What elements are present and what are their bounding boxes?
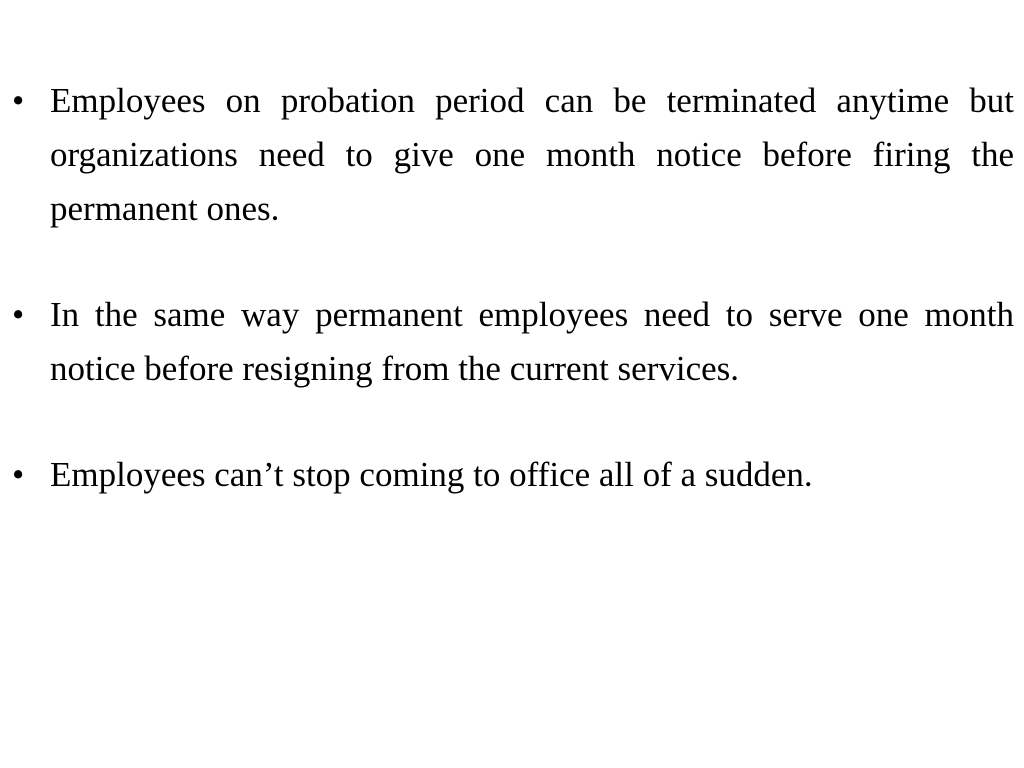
bullet-text: Employees can’t stop coming to office all of a sudden.	[50, 455, 813, 494]
bullet-marker: •	[12, 295, 25, 334]
bullet-marker: •	[12, 455, 25, 494]
bullet-marker: •	[12, 81, 25, 120]
bullet-text: In the same way permanent employees need to serve one month notice before resigning from the current services.	[50, 295, 1014, 388]
bullet-item-3	[0, 448, 1014, 502]
bullet-item-1	[0, 74, 1014, 236]
bullet-text: Employees on probation period can be terminated anytime but organizations need to give one month notice before firing the permanent ones.	[50, 81, 1014, 228]
bullet-list	[0, 74, 1014, 554]
bullet-item-2	[0, 288, 1014, 396]
